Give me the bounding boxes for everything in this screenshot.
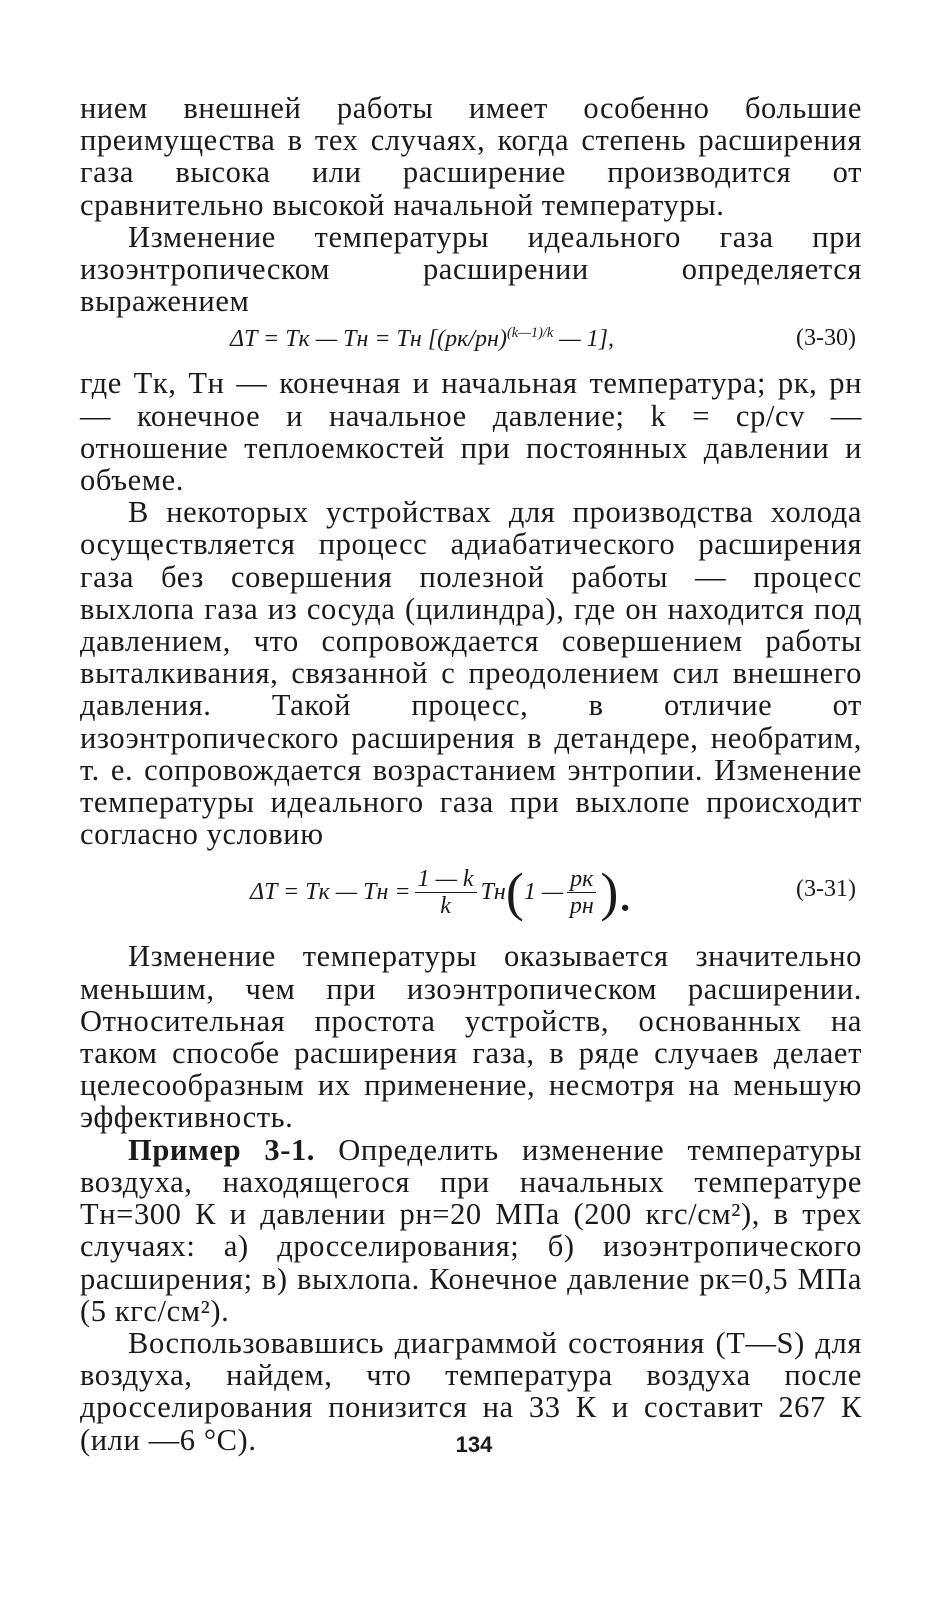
eq2-fraction-k <box>415 866 477 919</box>
paragraph-7: Воспользовавшись диаграммой состояния (T—S) для воздуха, найдем, что температура воздуха после дросселирования понизится на 33 К и составит 267 К (или —6 °С). <box>80 1325 862 1457</box>
eq2-one-minus: 1 — <box>523 878 564 905</box>
equation-3-30-body <box>230 325 614 353</box>
eq2-fraction-numerator: 1 — k <box>415 866 477 893</box>
eq2-paren-open: ( <box>505 862 524 923</box>
equation-3-30 <box>80 317 862 367</box>
eq1-exponent: (k—1)/k <box>506 325 554 342</box>
eq2-paren-close: ). <box>600 862 632 923</box>
page-number: 134 <box>455 1432 493 1457</box>
eq2-p-denominator: pн <box>569 892 594 919</box>
eq2-p-numerator: pк <box>567 866 596 893</box>
paragraph-5: Изменение температуры оказывается значительно меньшим, чем при изоэнтропическом расширении. Относительная простота устройств, основанных на таком способе расширения газа, в ряде случаев делает целесообразным их применение, несмотря на меньшую эффективность. <box>80 939 862 1135</box>
paragraph-6 <box>80 1134 862 1327</box>
paragraph-3: где Tк, Tн — конечная и начальная температура; pк, pн — конечное и начальное давление; k = cp/cv — отношение теплоемкостей при постоянных давлении и объеме. <box>80 366 862 498</box>
eq2-fraction-denominator: k <box>440 892 451 919</box>
equation-number-3-30: (3-30) <box>796 325 856 352</box>
eq2-fraction-p <box>567 866 596 919</box>
eq1-right: — 1], <box>553 326 614 353</box>
example-text: Определить изменение температуры воздуха, находящегося при начальных температуре Tн=300 К и давлении pн=20 МПа (200 кгс/см²), в трех случаях: а) дросселирования; б) изоэнтропического расширения; в) выхлопа. Конечное давление pк=0,5 МПа (5 кгс/см²). <box>80 1132 862 1328</box>
equation-3-31 <box>80 850 862 940</box>
equation-number-3-31: (3-31) <box>796 876 856 903</box>
eq1-left: ΔT = Tк — Tн = Tн [(pк/pн) <box>230 326 507 353</box>
paragraph-1: нием внешней работы имеет особенно большие преимущества в тех случаях, когда степень расширения газа высока или расширение производится от сравнительно высокой начальной температуры. <box>80 91 862 222</box>
eq2-left: ΔT = Tк — Tн = <box>250 878 411 905</box>
equation-3-31-body <box>250 850 632 934</box>
eq2-tn: Tн <box>480 878 506 905</box>
paragraph-4: В некоторых устройствах для производства холода осуществляется процесс адиабатического расширения газа без совершения полезной работы — процесс выхлопа газа из сосуда (цилиндра), где он находится под давлением, что сопровождается совершением работы выталкивания, связанной с преодолением сил внешнего давления. Такой процесс, в отличие от изоэнтропического расширения в детандере, необратим, т. е. сопровождается возрастанием энтропии. Изменение температуры идеального газа при выхлопе происходит согласно условию <box>80 495 862 852</box>
paragraph-2: Изменение температуры идеального газа при изоэнтропическом расширении определяется выражением <box>80 219 862 319</box>
example-label: Пример 3-1. <box>128 1132 316 1167</box>
page-content <box>80 92 862 1456</box>
